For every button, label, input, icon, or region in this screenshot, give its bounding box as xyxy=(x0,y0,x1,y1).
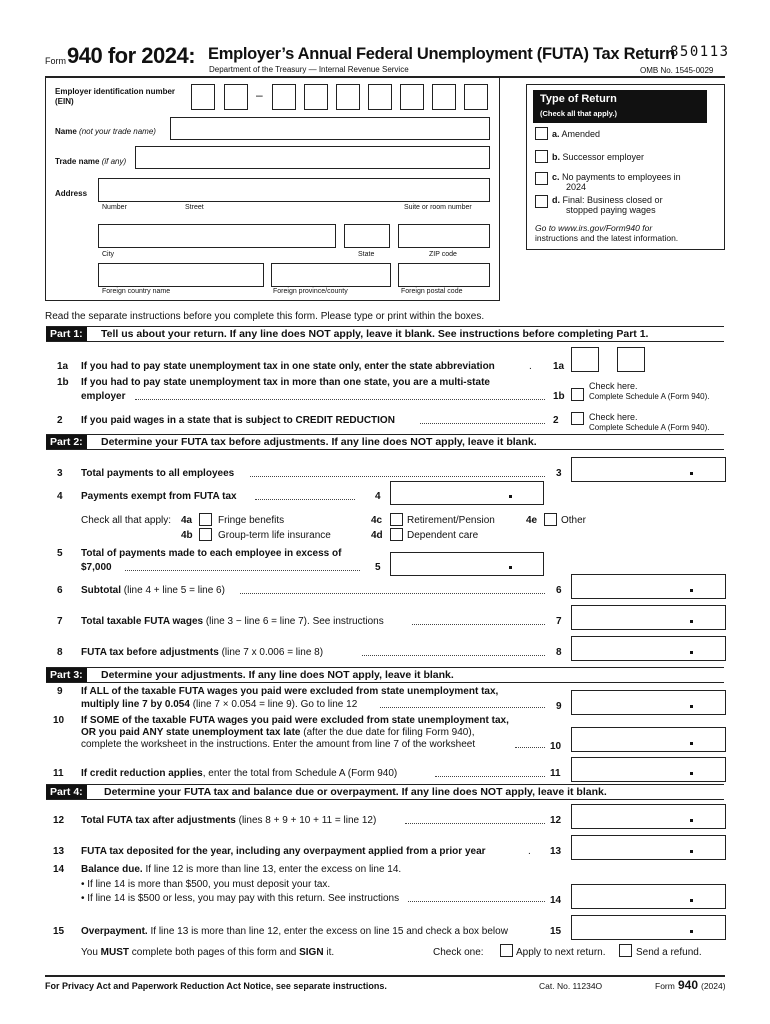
line-2-check-here: Check here. xyxy=(589,412,638,422)
line-7-amount[interactable] xyxy=(571,605,726,630)
line-13-decimal xyxy=(690,850,693,853)
line-13-amount[interactable] xyxy=(571,835,726,860)
line-8-ref: 8 xyxy=(556,647,562,658)
line-1b-text-2: employer xyxy=(81,391,126,402)
line-4-number: 4 xyxy=(57,491,63,502)
form-code: 850113 xyxy=(670,44,730,60)
line-6-decimal xyxy=(690,589,693,592)
name-field[interactable] xyxy=(170,117,490,140)
line-13-text: FUTA tax deposited for the year, including any overpayment applied from a prior year xyxy=(81,846,486,857)
catalog-number: Cat. No. 11234O xyxy=(539,981,603,991)
line-6-text: Subtotal (line 4 + line 5 = line 6) xyxy=(81,585,225,596)
ein-digit-7[interactable] xyxy=(400,84,424,110)
line-12-number: 12 xyxy=(53,815,65,826)
city-caption: City xyxy=(102,251,115,258)
line-14-ref: 14 xyxy=(550,895,562,906)
line-8-text: FUTA tax before adjustments (line 7 x 0.006 = line 8) xyxy=(81,647,324,658)
line-1b-check-here: Check here. xyxy=(589,381,638,391)
state-caption: State xyxy=(358,251,375,258)
part2-title: Determine your FUTA tax before adjustments. If any line does NOT apply, leave it blank. xyxy=(101,436,537,448)
footer-form-word: Form xyxy=(655,981,675,991)
line-8-decimal xyxy=(690,651,693,654)
line-14-bullet-2: • If line 14 is $500 or less, you may pay with this return. See instructions xyxy=(81,893,400,904)
line-2-number: 2 xyxy=(57,415,63,426)
line-9-ref: 9 xyxy=(556,701,562,712)
line-1b-text: If you had to pay state unemployment tax in more than one state, you are a multi-state xyxy=(81,377,490,388)
must-sign-note: You MUST complete both pages of this form and SIGN it. xyxy=(81,947,335,958)
line-5-amount[interactable] xyxy=(390,552,544,576)
foreign-country-caption: Foreign country name xyxy=(102,288,171,295)
line-12-ref: 12 xyxy=(550,815,562,826)
trade-name-label: Trade name (if any) xyxy=(55,157,127,166)
line-7-number: 7 xyxy=(57,616,63,627)
line-11-number: 11 xyxy=(53,768,64,779)
line-3-text: Total payments to all employees xyxy=(81,468,235,479)
line-14-bullet-1: • If line 14 is more than $500, you must deposit your tax. xyxy=(81,879,331,890)
line-4-text: Payments exempt from FUTA tax xyxy=(81,491,237,502)
line-8-number: 8 xyxy=(57,647,63,658)
line-6-amount[interactable] xyxy=(571,574,726,599)
credit-reduction-checkbox[interactable] xyxy=(571,412,584,425)
line-1b-number: 1b xyxy=(57,377,69,388)
line-15-text: Overpayment. If line 13 is more than line 12, enter the excess on line 15 and check a box below xyxy=(81,926,508,937)
line-9-text-2: multiply line 7 by 0.054 (line 7 × 0.054 = line 9). Go to line 12 xyxy=(81,699,358,710)
amended-checkbox[interactable] xyxy=(535,127,548,140)
line-10-ref: 10 xyxy=(550,741,562,752)
line-10-text: If SOME of the taxable FUTA wages you paid were excluded from state unemployment tax, xyxy=(81,715,509,726)
line-12-leader xyxy=(405,823,545,824)
line-5-text-2: $7,000 xyxy=(81,562,112,573)
line-10-decimal xyxy=(690,742,693,745)
line-3-leader xyxy=(250,476,545,477)
line-10-text-3: complete the worksheet in the instructions. Enter the amount from line 7 of the worksheet xyxy=(81,739,476,750)
street-caption: Street xyxy=(185,204,204,211)
name-label: Name (not your trade name) xyxy=(55,127,156,136)
line-7-text: Total taxable FUTA wages (line 3 − line 6 = line 7). See instructions xyxy=(81,616,384,627)
line-4-amount[interactable] xyxy=(390,481,544,505)
line-1a-text: If you had to pay state unemployment tax in one state only, enter the state abbreviation xyxy=(81,361,495,372)
part1-bar xyxy=(46,326,724,341)
ein-dash: – xyxy=(256,88,263,102)
line-8-leader xyxy=(362,655,545,656)
line-1b-ref: 1b xyxy=(553,391,565,402)
foreign-province-caption: Foreign province/county xyxy=(273,288,348,295)
line-9-decimal xyxy=(690,705,693,708)
line-5-number: 5 xyxy=(57,548,63,559)
line-3-amount[interactable] xyxy=(571,457,726,482)
line-1a-ref: 1a xyxy=(553,361,565,372)
line-12-decimal xyxy=(690,819,693,822)
line-13-number: 13 xyxy=(53,846,65,857)
line-11-leader xyxy=(435,776,545,777)
irs-link-text-2: instructions and the latest information. xyxy=(535,233,679,243)
form-word: Form xyxy=(45,56,66,66)
instructions-line: Read the separate instructions before you complete this form. Please type or print within the boxes. xyxy=(45,311,485,322)
foreign-postal-field[interactable] xyxy=(398,263,490,287)
line-1a-dot: . xyxy=(529,361,532,372)
type-of-return-title: Type of Return xyxy=(540,93,617,105)
foreign-country-field[interactable] xyxy=(98,263,264,287)
line-15-decimal xyxy=(690,930,693,933)
line-6-number: 6 xyxy=(57,585,63,596)
part3-rule xyxy=(46,682,724,683)
line-13-ref: 13 xyxy=(550,846,562,857)
line-14-text: Balance due. If line 12 is more than line 13, enter the excess on line 14. xyxy=(81,864,402,875)
line-4-leader xyxy=(255,499,355,500)
dependent-care-checkbox[interactable] xyxy=(390,528,403,541)
line-11-decimal xyxy=(690,772,693,775)
line-5-leader xyxy=(125,570,360,571)
check-all-that-apply: Check all that apply: xyxy=(81,515,172,526)
no-payments-label: c. No payments to employees in xyxy=(552,172,681,182)
part3-bar xyxy=(46,667,724,682)
line-4b-ref: 4b xyxy=(181,530,193,541)
group-term-life-checkbox[interactable] xyxy=(199,528,212,541)
form-title: 940 for 2024: xyxy=(67,43,196,68)
part3-label: Part 3: xyxy=(46,668,87,683)
line-2-text: If you paid wages in a state that is subject to CREDIT REDUCTION xyxy=(81,415,395,426)
part2-bar xyxy=(46,434,724,449)
suite-caption: Suite or room number xyxy=(404,204,472,211)
line-3-number: 3 xyxy=(57,468,63,479)
line-9-amount[interactable] xyxy=(571,690,726,715)
ein-digit-1[interactable] xyxy=(191,84,215,110)
state-abbrev-1[interactable] xyxy=(571,347,599,372)
other-label: Other xyxy=(561,515,587,526)
privacy-notice: For Privacy Act and Paperwork Reduction Act Notice, see separate instructions. xyxy=(45,981,387,991)
part2-rule xyxy=(46,449,724,450)
apply-next-return-label: Apply to next return. xyxy=(516,947,606,958)
part1-title: Tell us about your return. If any line does NOT apply, leave it blank. See instructions before completing Part 1. xyxy=(101,328,649,340)
ein-digit-5[interactable] xyxy=(336,84,360,110)
final-return-checkbox[interactable] xyxy=(535,195,548,208)
line-11-amount[interactable] xyxy=(571,757,726,782)
line-14-amount[interactable] xyxy=(571,884,726,909)
line-2-schedule: Complete Schedule A (Form 940). xyxy=(589,423,710,432)
final-return-label-2: stopped paying wages xyxy=(566,205,656,215)
line-4d-ref: 4d xyxy=(371,530,383,541)
address-label: Address xyxy=(55,189,88,198)
footer-form-number: 940 xyxy=(678,978,699,992)
ein-digit-3[interactable] xyxy=(272,84,296,110)
line-5-ref: 5 xyxy=(375,562,381,573)
line-2-leader xyxy=(420,423,545,424)
state-abbrev-2[interactable] xyxy=(617,347,645,372)
omb-number: OMB No. 1545-0029 xyxy=(640,66,714,75)
city-field[interactable] xyxy=(98,224,336,248)
number-caption: Number xyxy=(102,204,127,211)
ein-digit-9[interactable] xyxy=(464,84,488,110)
send-refund-checkbox[interactable] xyxy=(619,944,632,957)
line-6-ref: 6 xyxy=(556,585,562,596)
department: Department of the Treasury — Internal Revenue Service xyxy=(209,65,409,74)
line-13-dot: . xyxy=(528,846,531,857)
line-9-number: 9 xyxy=(57,686,63,697)
trade-name-field[interactable] xyxy=(135,146,490,169)
line-5-decimal xyxy=(509,566,512,569)
part4-bar xyxy=(46,784,724,799)
fringe-benefits-label: Fringe benefits xyxy=(218,515,285,526)
line-9-text: If ALL of the taxable FUTA wages you paid were excluded from state unemployment tax, xyxy=(81,686,499,697)
line-11-text: If credit reduction applies, enter the total from Schedule A (Form 940) xyxy=(81,768,398,779)
check-one-label: Check one: xyxy=(433,947,484,958)
line-14-number: 14 xyxy=(53,864,65,875)
part4-title: Determine your FUTA tax and balance due or overpayment. If any line does NOT apply, leave it blank. xyxy=(104,786,607,798)
successor-employer-label: b. Successor employer xyxy=(552,152,645,162)
no-payments-checkbox[interactable] xyxy=(535,172,548,185)
ein-digit-8[interactable] xyxy=(432,84,456,110)
apply-next-return-checkbox[interactable] xyxy=(500,944,513,957)
line-8-amount[interactable] xyxy=(571,636,726,661)
line-1a-number: 1a xyxy=(57,361,69,372)
send-refund-label: Send a refund. xyxy=(636,947,702,958)
line-3-ref: 3 xyxy=(556,468,562,479)
line-5-text: Total of payments made to each employee in excess of xyxy=(81,548,342,559)
line-10-text-2: OR you paid ANY state unemployment tax late (after the due date for filing Form 940), xyxy=(81,727,475,738)
line-1b-leader xyxy=(135,399,545,400)
group-term-life-label: Group-term life insurance xyxy=(218,530,331,541)
line-14-decimal xyxy=(690,899,693,902)
line-4a-ref: 4a xyxy=(181,515,193,526)
ein-digit-2[interactable] xyxy=(224,84,248,110)
zip-caption: ZIP code xyxy=(429,251,457,258)
multi-state-checkbox[interactable] xyxy=(571,388,584,401)
state-field[interactable] xyxy=(344,224,390,248)
line-7-ref: 7 xyxy=(556,616,562,627)
line-2-ref: 2 xyxy=(553,415,559,426)
successor-employer-checkbox[interactable] xyxy=(535,150,548,163)
other-checkbox[interactable] xyxy=(544,513,557,526)
line-15-number: 15 xyxy=(53,926,65,937)
dependent-care-label: Dependent care xyxy=(407,530,479,541)
ein-digit-6[interactable] xyxy=(368,84,392,110)
no-payments-label-2: 2024 xyxy=(566,182,587,192)
line-6-leader xyxy=(240,593,545,594)
line-1b-schedule: Complete Schedule A (Form 940). xyxy=(589,392,710,401)
line-14-leader xyxy=(408,901,545,902)
line-4-decimal xyxy=(509,495,512,498)
foreign-province-field[interactable] xyxy=(271,263,391,287)
footer-year: (2024) xyxy=(701,981,726,991)
line-7-leader xyxy=(412,624,545,625)
line-4e-ref: 4e xyxy=(526,515,538,526)
amended-label: a. Amended xyxy=(552,129,601,139)
retirement-pension-checkbox[interactable] xyxy=(390,513,403,526)
part2-label: Part 2: xyxy=(46,435,87,450)
footer-rule xyxy=(45,975,725,977)
line-12-text: Total FUTA tax after adjustments (lines 8 + 9 + 10 + 11 = line 12) xyxy=(81,815,377,826)
part1-rule xyxy=(46,341,724,342)
final-return-label: d. Final: Business closed or xyxy=(552,195,663,205)
line-10-amount[interactable] xyxy=(571,727,726,752)
line-11-ref: 11 xyxy=(550,768,561,779)
type-of-return-subtitle: (Check all that apply.) xyxy=(540,109,617,118)
part4-rule xyxy=(46,799,724,800)
line-12-amount[interactable] xyxy=(571,804,726,829)
street-address-field[interactable] xyxy=(98,178,490,202)
line-7-decimal xyxy=(690,620,693,623)
ein-label-2: (EIN) xyxy=(55,97,74,106)
part3-title: Determine your adjustments. If any line does NOT apply, leave it blank. xyxy=(101,669,454,681)
line-4c-ref: 4c xyxy=(371,515,383,526)
part1-label: Part 1: xyxy=(46,327,87,342)
line-3-decimal xyxy=(690,472,693,475)
line-10-number: 10 xyxy=(53,715,65,726)
line-15-amount[interactable] xyxy=(571,915,726,940)
line-15-ref: 15 xyxy=(550,926,562,937)
part4-label: Part 4: xyxy=(46,785,87,800)
foreign-postal-caption: Foreign postal code xyxy=(401,288,463,295)
irs-link-text: Go to www.irs.gov/Form940 for xyxy=(535,223,653,233)
line-4-ref: 4 xyxy=(375,491,381,502)
retirement-pension-label: Retirement/Pension xyxy=(407,515,495,526)
fringe-benefits-checkbox[interactable] xyxy=(199,513,212,526)
line-10-leader xyxy=(515,747,545,748)
ein-digit-4[interactable] xyxy=(304,84,328,110)
zip-field[interactable] xyxy=(398,224,490,248)
line-9-leader xyxy=(380,707,545,708)
main-title: Employer’s Annual Federal Unemployment (FUTA) Tax Return xyxy=(208,45,675,63)
ein-label: Employer identification number xyxy=(55,87,176,96)
